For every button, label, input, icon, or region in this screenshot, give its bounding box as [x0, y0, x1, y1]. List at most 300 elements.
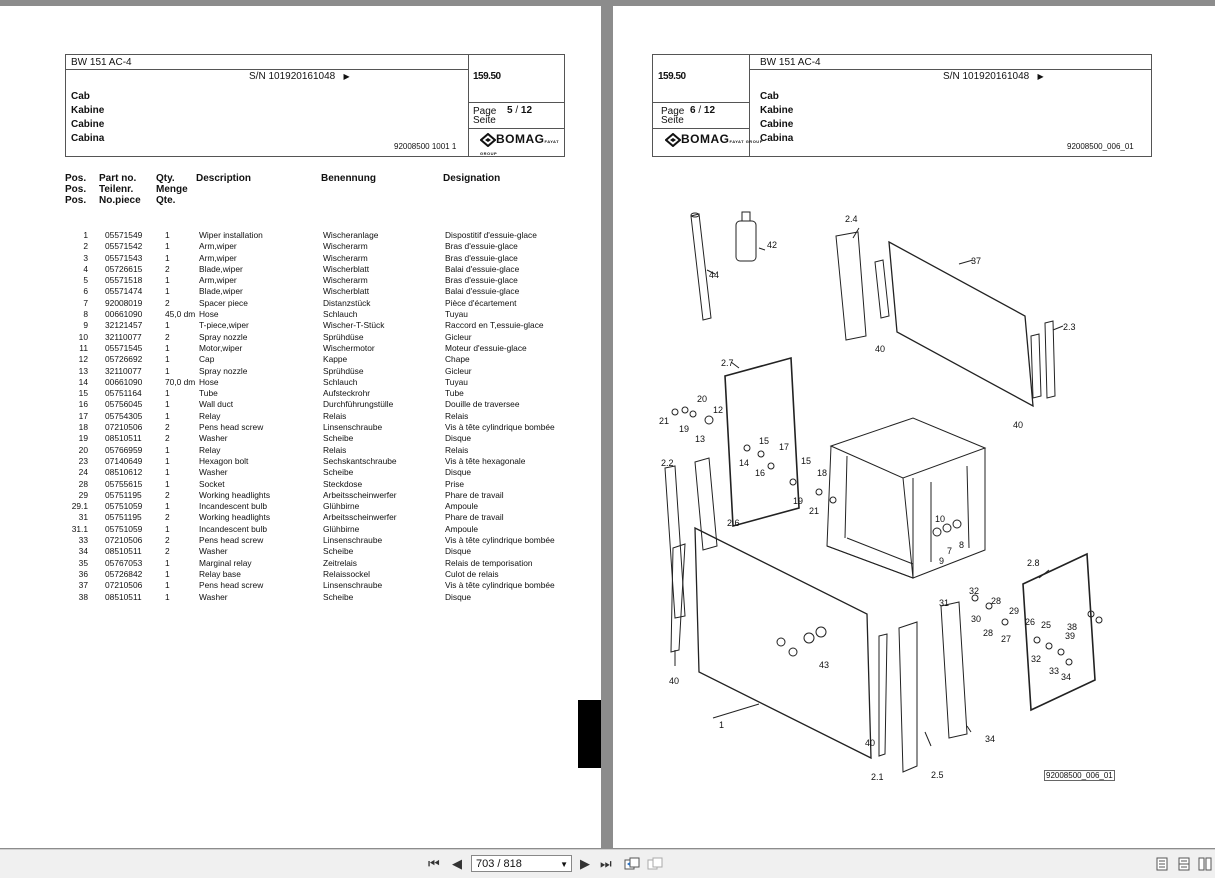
page-separator: / — [515, 105, 519, 116]
table-row — [66, 366, 575, 377]
part-no-cell: 05754305 — [105, 410, 143, 421]
callout-label: 2.3 — [1063, 322, 1076, 332]
qty-cell: 1 — [165, 342, 170, 353]
designation-cell: Gicleur — [445, 365, 472, 376]
header-box — [65, 54, 565, 157]
pos-cell: 1 — [83, 230, 88, 240]
callout-label: 21 — [809, 506, 820, 516]
part-no-cell: 05751195 — [105, 512, 142, 523]
title-en: Cab — [760, 91, 779, 102]
callout-label: 29 — [1009, 606, 1020, 616]
qty-cell: 1 — [165, 252, 170, 263]
callout-label: 2.7 — [721, 358, 734, 368]
benennung-cell: Linsenschraube — [323, 535, 383, 546]
pos-cell: 9 — [83, 320, 88, 331]
description-cell: Spray nozzle — [199, 331, 248, 342]
table-row — [66, 479, 575, 490]
benennung-cell: Zeitrelais — [323, 557, 357, 568]
qty-cell: 1 — [165, 241, 170, 252]
benennung-cell: Arbeitsscheinwerfer — [323, 489, 397, 500]
page-number-select[interactable] — [471, 855, 572, 872]
serial-number: S/N 101920161048 — [943, 71, 1030, 82]
pos-cell: 31.1 — [71, 523, 88, 534]
designation-cell: Relais de temporisation — [445, 557, 533, 568]
pos-cell: 5 — [83, 275, 88, 286]
last-page-icon[interactable]: ⏭ — [600, 856, 612, 871]
designation-cell: Disque — [445, 591, 472, 602]
description-cell: Marginal relay — [199, 557, 252, 568]
part-no-cell: 05751059 — [105, 523, 143, 534]
qty-cell: 2 — [165, 433, 170, 444]
benennung-cell: Relais — [323, 410, 347, 421]
benennung-cell: Wischermotor — [323, 342, 375, 353]
page-current: 5 — [507, 105, 513, 116]
page-separator: / — [698, 105, 702, 116]
pos-cell: 11 — [79, 342, 88, 353]
qty-cell: 2 — [165, 263, 170, 274]
qty-cell: 45,0 dm — [165, 309, 196, 320]
part-no-cell: 05751164 — [105, 388, 142, 399]
description-cell: Motor,wiper — [199, 342, 243, 353]
table-row — [66, 445, 575, 456]
pos-cell: 12 — [78, 354, 88, 365]
part-no-cell: 00661090 — [105, 376, 143, 387]
table-row — [66, 569, 575, 580]
designation-cell: Bras d'essuie-glace — [445, 275, 518, 286]
description-cell: Working headlights — [199, 512, 271, 523]
callout-label: 2.2 — [661, 458, 674, 468]
benennung-cell: Aufsteckrohr — [323, 388, 371, 399]
benennung-cell: Wischerarm — [323, 252, 368, 263]
part-no-cell: 07210506 — [105, 580, 143, 591]
single-page-view-icon[interactable] — [1156, 857, 1168, 874]
qty-cell: 1 — [165, 388, 170, 399]
benennung-cell: Scheibe — [323, 433, 354, 444]
callout-label: 8 — [959, 540, 965, 550]
table-row — [66, 524, 575, 535]
description-cell: Washer — [199, 433, 228, 444]
callout-label: 40 — [865, 738, 876, 748]
pos-cell: 37 — [78, 580, 88, 591]
qty-cell: 2 — [165, 535, 170, 546]
pos-cell: 7 — [83, 297, 88, 308]
qty-cell: 1 — [165, 399, 170, 410]
benennung-cell: Steckdose — [323, 478, 363, 489]
pos-cell: 20 — [78, 444, 88, 455]
qty-cell: 2 — [165, 489, 170, 500]
callout-label: 17 — [779, 442, 790, 452]
part-no-cell: 07140649 — [105, 455, 143, 466]
title-en: Cab — [71, 91, 90, 102]
description-cell: Arm,wiper — [199, 275, 237, 286]
benennung-cell: Wischerarm — [323, 275, 368, 286]
qty-cell: 1 — [165, 365, 170, 376]
table-row — [66, 558, 575, 569]
section-number: 159.50 — [473, 71, 501, 82]
first-page-icon[interactable]: ⏮ — [428, 856, 440, 871]
callout-label: 28 — [983, 628, 994, 638]
designation-cell: Gicleur — [445, 331, 472, 342]
benennung-cell: Durchführungstülle — [323, 399, 394, 410]
callout-label: 32 — [969, 586, 980, 596]
title-de: Kabine — [760, 105, 794, 116]
next-view-icon[interactable] — [647, 857, 663, 874]
description-cell: Arm,wiper — [199, 252, 237, 263]
benennung-cell: Linsenschraube — [323, 422, 383, 433]
part-no-cell: 05726692 — [105, 354, 143, 365]
callout-label: 40 — [875, 344, 886, 354]
qty-cell: 1 — [165, 580, 170, 591]
qty-cell: 1 — [165, 230, 170, 240]
table-row — [66, 490, 575, 501]
table-row — [66, 535, 575, 546]
callout-label: 20 — [697, 394, 708, 404]
part-no-cell: 05726842 — [105, 568, 143, 579]
designation-cell: Vis à tête hexagonale — [445, 455, 526, 466]
description-cell: Relay base — [199, 568, 241, 579]
callout-label: 32 — [1031, 654, 1042, 664]
table-row — [66, 354, 575, 365]
serial-number: S/N 101920161048 — [249, 71, 336, 82]
table-row — [66, 592, 575, 603]
drawing-reference: 92008500 1001 1 — [394, 142, 457, 151]
table-row — [66, 309, 575, 320]
qty-cell: 1 — [165, 444, 170, 455]
pos-cell: 3 — [83, 252, 88, 263]
designation-cell: Disque — [445, 467, 472, 478]
title-fr: Cabine — [71, 119, 105, 130]
callout-label: 18 — [817, 468, 828, 478]
benennung-cell: Sprühdüse — [323, 331, 364, 342]
description-cell: Socket — [199, 478, 225, 489]
benennung-cell: Glühbirne — [323, 523, 360, 534]
designation-cell: Moteur d'essuie-glace — [445, 342, 527, 353]
drawing-reference: 92008500_006_01 — [1067, 142, 1134, 151]
description-cell: Blade,wiper — [199, 286, 243, 297]
benennung-cell: Wischerblatt — [323, 286, 370, 297]
description-cell: Spray nozzle — [199, 365, 248, 376]
callout-label: 10 — [935, 514, 946, 524]
qty-cell: 2 — [165, 297, 170, 308]
bomag-diamond-icon — [665, 133, 681, 147]
part-no-cell: 08510511 — [105, 546, 142, 557]
part-no-cell: 92008019 — [105, 297, 143, 308]
description-cell: Pens head screw — [199, 580, 264, 591]
description-cell: T-piece,wiper — [199, 320, 249, 331]
designation-cell: Vis à tête cylindrique bombée — [445, 535, 555, 546]
title-de: Kabine — [71, 105, 105, 116]
pos-cell: 15 — [78, 388, 88, 399]
pos-cell: 34 — [78, 546, 88, 557]
benennung-cell: Wischerblatt — [323, 263, 370, 274]
pos-cell: 29 — [78, 489, 88, 500]
designation-cell: Tuyau — [445, 376, 468, 387]
description-cell: Washer — [199, 546, 228, 557]
callout-label: 37 — [971, 256, 982, 266]
qty-cell: 1 — [165, 354, 170, 365]
page-total: 12 — [703, 105, 716, 116]
benennung-cell: Wischer-T-Stück — [323, 320, 385, 331]
designation-cell: Phare de travail — [445, 512, 504, 523]
description-cell: Wall duct — [199, 399, 234, 410]
designation-cell: Tuyau — [445, 309, 468, 320]
section-number: 159.50 — [658, 71, 686, 82]
table-row — [66, 343, 575, 354]
designation-cell: Bras d'essuie-glace — [445, 241, 518, 252]
table-row — [66, 512, 575, 523]
designation-cell: Pièce d'écartement — [445, 297, 517, 308]
callout-label: 40 — [1013, 420, 1024, 430]
part-no-cell: 05755615 — [105, 478, 143, 489]
designation-cell: Dispostitif d'essuie-glace — [445, 230, 537, 240]
callout-label: 7 — [947, 546, 953, 556]
table-row — [66, 253, 575, 264]
callout-label: 34 — [985, 734, 996, 744]
pos-cell: 28 — [78, 478, 88, 489]
table-row — [66, 320, 575, 331]
callout-label: 2.5 — [931, 770, 944, 780]
callout-label: 16 — [755, 468, 766, 478]
bomag-logo: BOMAGFAYAT GROUP — [665, 132, 763, 147]
callout-label: 2.4 — [845, 214, 858, 224]
designation-cell: Raccord en T,essuie-glace — [445, 320, 544, 331]
pos-cell: 13 — [78, 365, 88, 376]
table-row — [66, 467, 575, 478]
callout-label: 39 — [1065, 631, 1076, 641]
table-row — [66, 580, 575, 591]
pos-cell: 4 — [83, 263, 88, 274]
part-no-cell: 05766959 — [105, 444, 143, 455]
part-no-cell: 07210506 — [105, 535, 143, 546]
description-cell: Cap — [199, 354, 215, 365]
table-row — [66, 241, 575, 252]
callout-label: 2.8 — [1027, 558, 1040, 568]
description-cell: Blade,wiper — [199, 263, 243, 274]
qty-cell: 2 — [165, 331, 170, 342]
designation-cell: Balai d'essuie-glace — [445, 263, 520, 274]
benennung-cell: Relaissockel — [323, 568, 371, 579]
table-row — [66, 422, 575, 433]
benennung-cell: Distanzstück — [323, 297, 371, 308]
parts-table — [66, 230, 575, 603]
part-no-cell: 05756045 — [105, 399, 143, 410]
part-no-cell: 08510511 — [105, 591, 142, 602]
table-row — [66, 388, 575, 399]
part-no-cell: 00661090 — [105, 309, 143, 320]
pos-cell: 18 — [78, 422, 88, 433]
table-row — [66, 377, 575, 388]
header-box — [652, 54, 1152, 157]
description-cell: Pens head screw — [199, 422, 264, 433]
previous-page-icon[interactable]: ◀ — [452, 856, 462, 871]
callout-label: 19 — [679, 424, 690, 434]
pos-cell: 6 — [83, 286, 88, 297]
part-no-cell: 05571474 — [105, 286, 143, 297]
designation-cell: Vis à tête cylindrique bombée — [445, 422, 555, 433]
table-row — [66, 411, 575, 422]
part-no-cell: 32110077 — [105, 365, 142, 376]
model-name: BW 151 AC-4 — [760, 57, 821, 68]
qty-cell: 70,0 dm — [165, 376, 196, 387]
description-cell: Spacer piece — [199, 297, 248, 308]
document-page-left: BW 151 AC-4 S/N 101920161048 ▶ 159.50 Page Seite 5 / 12 BOMAGFAYAT GROUP Cab Kabine Cabine Cabina 92008500 1001 1 Pos. Pos. Pos. Part no. Teilenr. No.piece Qty. Menge Qte. Description Benennung Designation 1 05571549 1 Wiper installation Wischeranlage Dispostitif d'essuie-glace 2 05571542 1 Arm,wiper Wischerarm Bras d'essuie-glace 3 05571543 1 Arm,wiper Wischerarm Bras d'essuie-glace 4 05726615 2 Blade,wiper Wischerblatt Balai d'essuie-glace 5 05571518 1 Arm,wiper Wischerarm Bras d'essuie-glace 6 05571474 1 Blade,wiper Wischerblatt Balai d'essuie-glace 7 92008019 2 Spacer piece Distanzstück Pièce d'écartement 8 00661090 45,0 dm Hose Schlauch Tuyau 9 32121457 1 T-piece,wiper Wischer-T-Stück Raccord en T,essuie-glace 10 32110077 2 Spray nozzle Sprühdüse Gicleur 11 05571545 1 Motor,wiper Wischermotor Moteur d'essuie-glace 12 05726692 1 Cap Kappe Chape 13 32110077 1 Spray nozzle Sprühdüse Gicleur 14 00661090 70,0 dm Hose Schlauch Tuyau 15 05751164 1 Tube Aufsteckrohr Tube 16 05756045 1 Wall duct Durchführungstülle Douille de traversee 17 05754305 1 Relay Relais Relais 18 07210506 2 Pens head screw Linsenschraube Vis à tête cylindrique bombée 19 08510511 2 Washer Scheibe Disque 20 05766959 1 Relay Relais Relais 23 07140649 1 Hexagon bolt Sechskantschraube Vis à tête hexagonale 24 08510612 1 Washer Scheibe Disque 28 05755615 1 Socket Steckdose Prise 29 05751195 2 Working headlights Arbeitsscheinwerfer Phare de travail 29.1 05751059 1 Incandescent bulb Glühbirne Ampoule 31 05751195 2 Working headlights Arbeitsscheinwerfer Phare de travail 31.1 05751059 1 Incandescent bulb Glühbirne Ampoule 33 07210506 2 Pens head screw Linsenschraube Vis à tête cylindrique bombée 34 08510511 2 Washer Scheibe Disque 35 05767053 1 Marginal relay Zeitrelais Relais de temporisation 36 05726842 1 Relay base Relaissockel Culot de relais 37 07210506 1 Pens head screw Linsenschraube Vis à tête cylindrique bombée 38 08510511 1 Washer Scheibe Disque — [0, 6, 601, 848]
benennung-cell: Schlauch — [323, 376, 358, 387]
qty-cell: 1 — [165, 478, 170, 489]
table-row — [66, 230, 575, 241]
callout-label: 26 — [1025, 617, 1036, 627]
qty-cell: 2 — [165, 422, 170, 433]
qty-cell: 1 — [165, 467, 170, 478]
pos-cell: 33 — [78, 535, 88, 546]
previous-view-icon[interactable] — [624, 857, 640, 874]
part-no-cell: 05571549 — [105, 230, 143, 240]
designation-cell: Vis à tête cylindrique bombée — [445, 580, 555, 591]
model-name: BW 151 AC-4 — [71, 57, 132, 68]
page-label-en: Page — [473, 106, 497, 117]
pos-cell: 8 — [83, 309, 88, 320]
part-no-cell: 05571542 — [105, 241, 143, 252]
table-row — [66, 286, 575, 297]
qty-cell: 1 — [165, 501, 170, 512]
description-cell: Hose — [199, 376, 219, 387]
callout-label: 40 — [669, 676, 680, 686]
part-no-cell: 05751195 — [105, 489, 142, 500]
designation-cell: Chape — [445, 354, 470, 365]
callout-label: 27 — [1001, 634, 1012, 644]
pos-cell: 24 — [78, 467, 88, 478]
exploded-cab-diagram — [613, 166, 1215, 806]
callout-label: 38 — [1067, 622, 1078, 632]
callout-label: 13 — [695, 434, 706, 444]
document-page-right — [613, 6, 1215, 848]
benennung-cell: Arbeitsscheinwerfer — [323, 512, 397, 523]
description-cell: Wiper installation — [199, 230, 263, 240]
pos-cell: 14 — [78, 376, 88, 387]
pos-cell: 19 — [78, 433, 88, 444]
table-row — [66, 501, 575, 512]
benennung-cell: Sprühdüse — [323, 365, 364, 376]
designation-cell: Culot de relais — [445, 568, 499, 579]
table-row — [66, 399, 575, 410]
benennung-cell: Scheibe — [323, 546, 354, 557]
designation-cell: Bras d'essuie-glace — [445, 252, 518, 263]
designation-cell: Ampoule — [445, 501, 479, 512]
designation-cell: Ampoule — [445, 523, 479, 534]
title-fr: Cabine — [760, 119, 794, 130]
serial-arrow-icon: ▶ — [1037, 72, 1044, 81]
description-cell: Hose — [199, 309, 219, 320]
callout-label: 19 — [793, 496, 804, 506]
part-no-cell: 05751059 — [105, 501, 143, 512]
callout-label: 2.1 — [871, 772, 884, 782]
pos-cell: 29.1 — [71, 501, 88, 512]
qty-cell: 1 — [165, 523, 170, 534]
qty-cell: 1 — [165, 320, 170, 331]
designation-cell: Douille de traversee — [445, 399, 520, 410]
callout-label: 43 — [819, 660, 830, 670]
part-no-cell: 07210506 — [105, 422, 143, 433]
qty-cell: 1 — [165, 455, 170, 466]
benennung-cell: Relais — [323, 444, 347, 455]
bomag-logo: BOMAGFAYAT GROUP — [480, 132, 560, 157]
callout-label: 2.6 — [727, 518, 740, 528]
page-label-de: Seite — [473, 115, 496, 126]
description-cell: Arm,wiper — [199, 241, 237, 252]
pos-cell: 16 — [78, 399, 88, 410]
page-label-en: Page — [661, 106, 685, 117]
callout-label: 21 — [659, 416, 670, 426]
table-row — [66, 546, 575, 557]
part-no-cell: 05767053 — [105, 557, 143, 568]
callout-label: 30 — [971, 614, 982, 624]
qty-cell: 1 — [165, 286, 170, 297]
qty-cell: 2 — [165, 512, 170, 523]
chevron-down-icon: ▼ — [560, 860, 568, 869]
part-no-cell: 32110077 — [105, 331, 142, 342]
description-cell: Tube — [199, 388, 218, 399]
pos-cell: 31 — [78, 512, 88, 523]
callout-label: 34 — [1061, 672, 1072, 682]
viewer-toolbar — [0, 849, 1215, 878]
benennung-cell: Glühbirne — [323, 501, 360, 512]
callout-label: 9 — [939, 556, 945, 566]
qty-cell: 1 — [165, 275, 170, 286]
table-row — [66, 264, 575, 275]
designation-cell: Balai d'essuie-glace — [445, 286, 520, 297]
designation-cell: Prise — [445, 478, 465, 489]
callout-label: 28 — [991, 596, 1002, 606]
next-page-icon[interactable]: ▶ — [580, 856, 590, 871]
description-cell: Relay — [199, 444, 221, 455]
table-row — [66, 456, 575, 467]
pos-cell: 2 — [83, 241, 88, 252]
qty-cell: 1 — [165, 410, 170, 421]
benennung-cell: Scheibe — [323, 591, 354, 602]
qty-cell: 1 — [165, 591, 170, 602]
chapter-tab — [578, 700, 601, 768]
two-page-view-icon[interactable] — [1198, 857, 1212, 874]
continuous-view-icon[interactable] — [1178, 857, 1190, 874]
table-row — [66, 298, 575, 309]
designation-cell: Disque — [445, 546, 472, 557]
page-current: 6 — [690, 105, 696, 116]
page-label-de: Seite — [661, 115, 684, 126]
part-no-cell: 32121457 — [105, 320, 143, 331]
designation-cell: Relais — [445, 410, 469, 421]
page-indicator: 703 / 818 — [476, 858, 522, 870]
qty-cell: 2 — [165, 546, 170, 557]
qty-cell: 1 — [165, 568, 170, 579]
page-total: 12 — [520, 105, 533, 116]
description-cell: Incandescent bulb — [199, 501, 267, 512]
designation-cell: Disque — [445, 433, 472, 444]
callout-label: 12 — [713, 405, 724, 415]
description-cell: Washer — [199, 467, 228, 478]
description-cell: Incandescent bulb — [199, 523, 267, 534]
benennung-cell: Kappe — [323, 354, 348, 365]
part-no-cell: 05571543 — [105, 252, 143, 263]
description-cell: Hexagon bolt — [199, 455, 249, 466]
part-no-cell: 05571518 — [105, 275, 143, 286]
pos-cell: 36 — [78, 568, 88, 579]
table-row — [66, 433, 575, 444]
benennung-cell: Sechskantschraube — [323, 455, 397, 466]
qty-cell: 1 — [165, 557, 170, 568]
benennung-cell: Wischerarm — [323, 241, 368, 252]
description-cell: Pens head screw — [199, 535, 264, 546]
designation-cell: Phare de travail — [445, 489, 504, 500]
pos-cell: 23 — [78, 455, 88, 466]
